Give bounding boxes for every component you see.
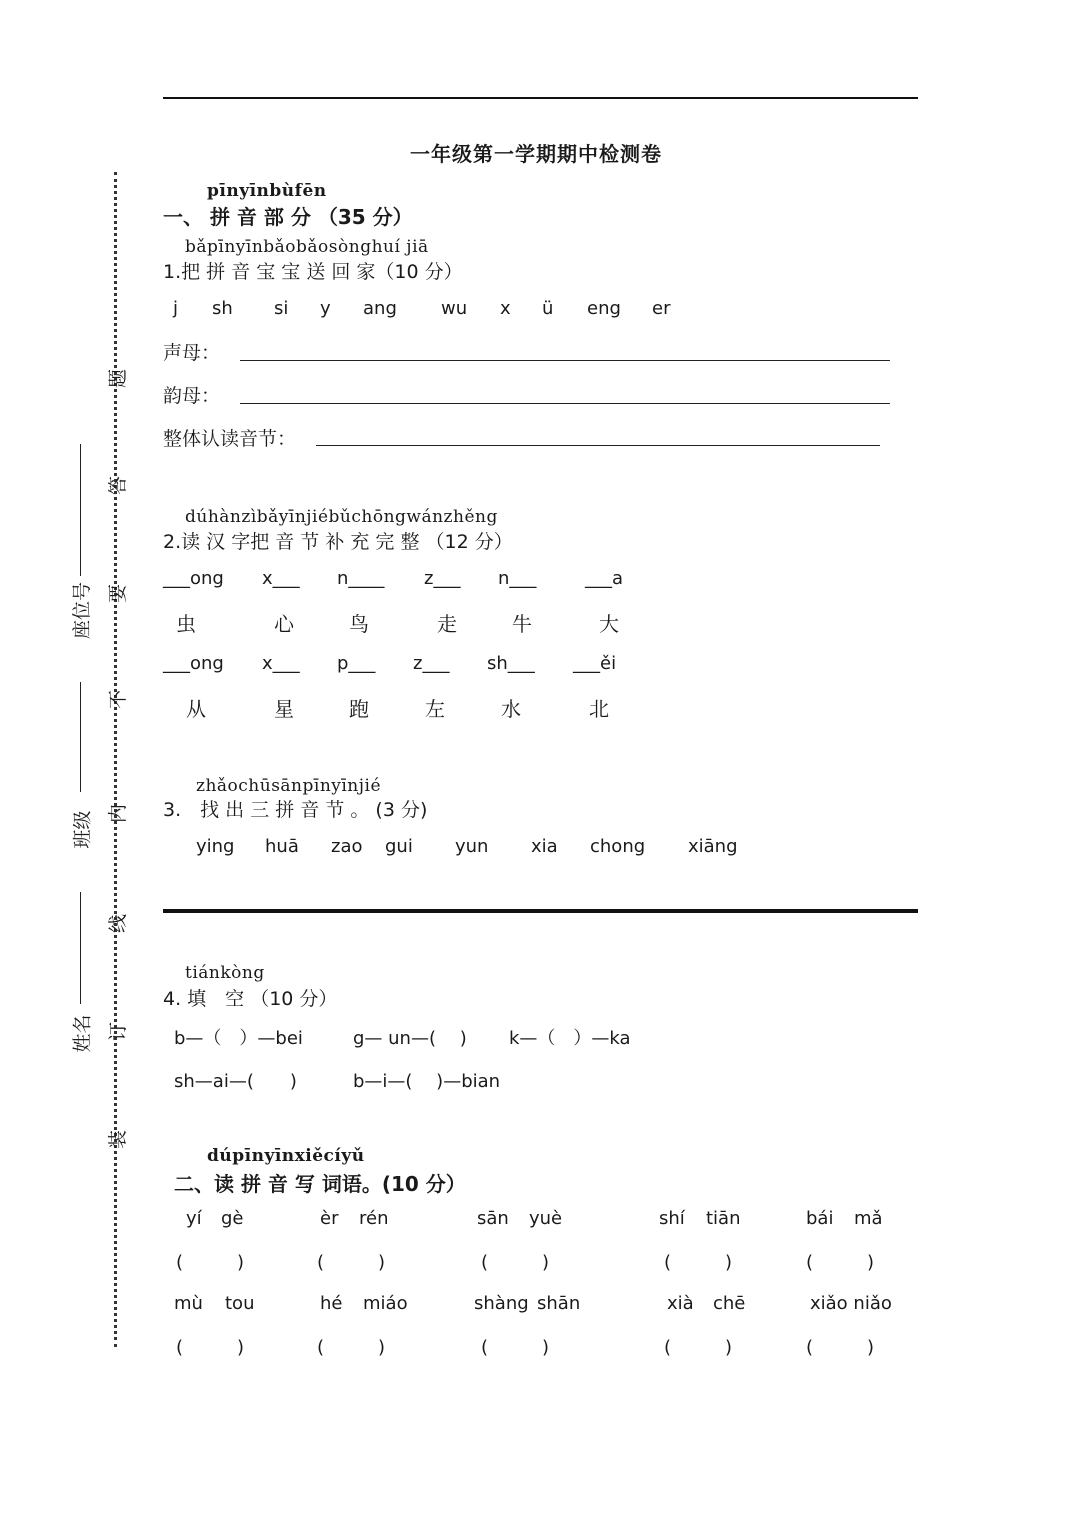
word-pinyin: xiǎo niǎo: [810, 1293, 892, 1314]
answer-parens[interactable]: ( ): [176, 1337, 245, 1358]
word-pinyin: gè: [221, 1208, 244, 1229]
whole-syllable-blank[interactable]: [316, 445, 880, 446]
q2-character: 从: [186, 697, 206, 721]
q2-character: 虫: [176, 612, 196, 636]
side-word: 答: [107, 475, 130, 496]
word-pinyin: shàng: [474, 1293, 529, 1314]
answer-parens[interactable]: ( ): [481, 1252, 550, 1273]
q3-pinyin: zhǎochūsānpīnyīnjié: [196, 776, 382, 796]
q1-token: j: [173, 298, 179, 319]
q3-token[interactable]: huā: [265, 836, 299, 857]
side-word: 线: [107, 913, 130, 934]
word-pinyin: miáo: [363, 1293, 408, 1314]
word-pinyin: rén: [359, 1208, 389, 1229]
class-blank: [80, 682, 81, 792]
q4-pinyin: tiánkòng: [185, 963, 265, 983]
q2-character: 星: [274, 697, 294, 721]
q2-syllable-blank[interactable]: z___: [424, 568, 461, 589]
q2-syllable-blank[interactable]: sh___: [487, 653, 535, 674]
side-word: 要: [107, 583, 130, 604]
q4-fill-item[interactable]: k—（ ）—ka: [509, 1028, 631, 1049]
q2-text: 2.读 汉 字把 音 节 补 充 完 整 （12 分）: [163, 531, 513, 553]
q2-character: 跑: [349, 697, 369, 721]
q4-fill-item[interactable]: b—i—( )—bian: [353, 1071, 501, 1092]
q1-token: y: [320, 298, 331, 319]
initials-label: 声母：: [163, 342, 221, 364]
word-pinyin: shí: [659, 1208, 685, 1229]
q2-character: 大: [599, 612, 619, 636]
seat-blank: [80, 444, 81, 576]
word-pinyin: bái: [806, 1208, 834, 1229]
section1-pinyin: pīnyīnbùfēn: [207, 181, 327, 201]
q2-pinyin: dúhànzìbǎyīnjiébǔchōngwánzhěng: [185, 507, 498, 527]
q2-syllable-blank[interactable]: n___: [498, 568, 537, 589]
q1-token: eng: [587, 298, 621, 319]
side-word: 订: [107, 1021, 130, 1042]
answer-parens[interactable]: ( ): [317, 1252, 386, 1273]
section1-heading: 一、 拼 音 部 分 （35 分）: [163, 205, 413, 229]
q2-syllable-blank[interactable]: ___ong: [163, 653, 224, 674]
q2-syllable-blank[interactable]: z___: [413, 653, 450, 674]
q1-token: wu: [441, 298, 468, 319]
q1-pinyin: bǎpīnyīnbǎobǎosònghuí jiā: [185, 237, 429, 257]
side-word: 题: [107, 368, 130, 389]
section2-heading: 二、读 拼 音 写 词语。(10 分）: [174, 1172, 466, 1196]
q2-syllable-blank[interactable]: ___a: [585, 568, 624, 589]
word-pinyin: shān: [537, 1293, 581, 1314]
q2-character: 水: [501, 697, 521, 721]
finals-blank[interactable]: [240, 403, 890, 404]
q3-token[interactable]: yun: [455, 836, 489, 857]
seat-label: 座位号: [71, 581, 94, 640]
q2-syllable-blank[interactable]: p___: [337, 653, 376, 674]
q3-token[interactable]: chong: [590, 836, 646, 857]
q3-token[interactable]: xiāng: [688, 836, 738, 857]
name-blank: [80, 892, 81, 1004]
q2-syllable-blank[interactable]: ___ěi: [573, 653, 617, 674]
q2-syllable-blank[interactable]: n____: [337, 568, 385, 589]
initials-blank[interactable]: [240, 360, 890, 361]
page-title: 一年级第一学期期中检测卷: [410, 142, 662, 166]
q2-character: 鸟: [349, 612, 369, 636]
class-label: 班级: [71, 810, 94, 849]
q2-character: 牛: [512, 612, 532, 636]
q1-token: er: [652, 298, 671, 319]
q2-character: 北: [589, 697, 609, 721]
q3-token[interactable]: zao: [331, 836, 363, 857]
answer-parens[interactable]: ( ): [176, 1252, 245, 1273]
q4-fill-item[interactable]: b—（ ）—bei: [174, 1028, 303, 1049]
word-pinyin: èr: [320, 1208, 339, 1229]
q4-text: 4. 填 空 （10 分）: [163, 988, 338, 1010]
q3-text: 3. 找 出 三 拼 音 节 。 (3 分): [163, 799, 428, 821]
q4-fill-item[interactable]: sh—ai—( ): [174, 1071, 297, 1092]
q2-character: 左: [425, 697, 445, 721]
word-pinyin: yí: [186, 1208, 202, 1229]
word-pinyin: hé: [320, 1293, 343, 1314]
answer-parens[interactable]: ( ): [664, 1337, 733, 1358]
side-word: 装: [107, 1129, 130, 1150]
top-rule: [163, 97, 918, 99]
side-word: 不: [107, 689, 130, 710]
finals-label: 韵母：: [163, 385, 221, 407]
answer-parens[interactable]: ( ): [806, 1252, 875, 1273]
binding-dotted-line: [114, 172, 117, 1347]
word-pinyin: mù: [174, 1293, 203, 1314]
q2-character: 心: [274, 612, 294, 636]
q1-token: si: [274, 298, 289, 319]
word-pinyin: tou: [225, 1293, 255, 1314]
q1-text: 1.把 拼 音 宝 宝 送 回 家（10 分）: [163, 261, 463, 283]
q1-token: ü: [542, 298, 554, 319]
q3-token[interactable]: gui: [385, 836, 413, 857]
word-pinyin: xià: [667, 1293, 694, 1314]
answer-parens[interactable]: ( ): [317, 1337, 386, 1358]
answer-parens[interactable]: ( ): [664, 1252, 733, 1273]
answer-parens[interactable]: ( ): [481, 1337, 550, 1358]
q1-token: x: [500, 298, 511, 319]
section2-pinyin: dúpīnyīnxiěcíyǔ: [207, 1146, 365, 1166]
word-pinyin: tiān: [706, 1208, 741, 1229]
q3-token[interactable]: xia: [531, 836, 558, 857]
q2-character: 走: [437, 612, 457, 636]
name-label: 姓名: [71, 1014, 94, 1053]
q1-token: ang: [363, 298, 397, 319]
q2-syllable-blank[interactable]: x___: [262, 568, 300, 589]
word-pinyin: sān: [477, 1208, 509, 1229]
q3-token[interactable]: ying: [196, 836, 235, 857]
whole-syllable-label: 整体认读音节：: [163, 428, 297, 450]
side-word: 内: [107, 803, 130, 824]
word-pinyin: chē: [713, 1293, 746, 1314]
word-pinyin: yuè: [529, 1208, 563, 1229]
q1-token: sh: [212, 298, 233, 319]
q2-syllable-blank[interactable]: ___ong: [163, 568, 224, 589]
section-divider: [163, 909, 918, 913]
word-pinyin: mǎ: [854, 1208, 883, 1229]
q2-syllable-blank[interactable]: x___: [262, 653, 300, 674]
q4-fill-item[interactable]: g— un—( ): [353, 1028, 467, 1049]
answer-parens[interactable]: ( ): [806, 1337, 875, 1358]
